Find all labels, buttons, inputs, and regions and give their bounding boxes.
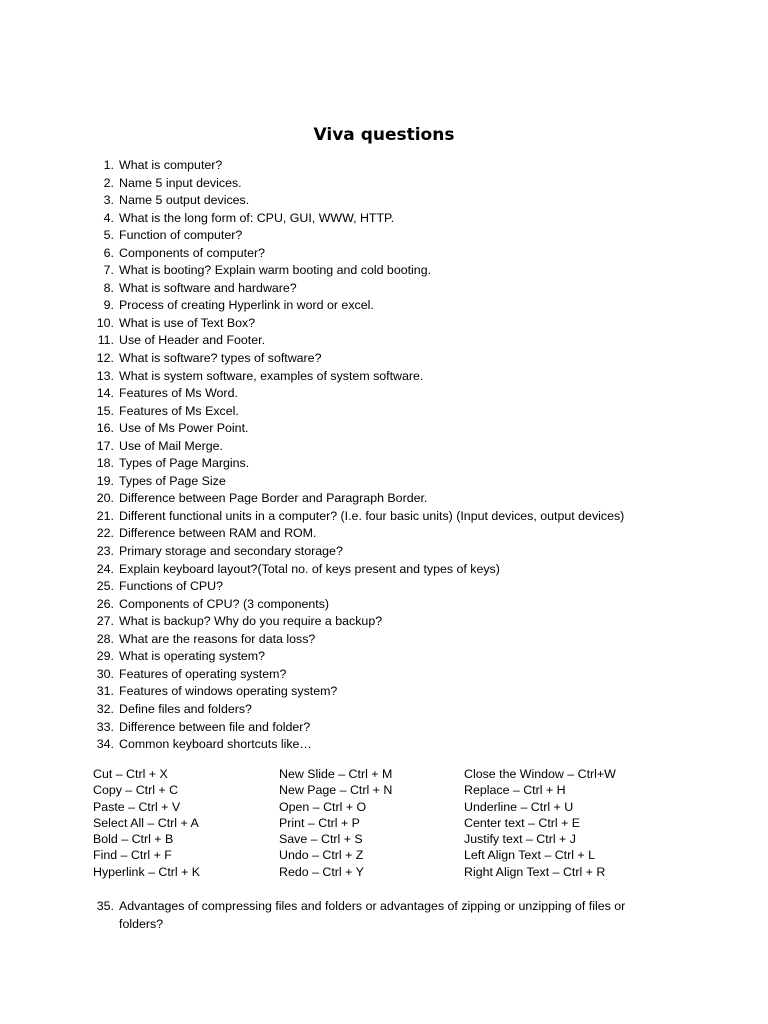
question-number: 20. <box>96 491 114 506</box>
question-number: 7. <box>103 263 114 278</box>
question-text: Name 5 output devices. <box>119 193 250 208</box>
shortcut-item: New Page – Ctrl + N <box>279 783 393 798</box>
question-number: 14. <box>96 386 114 401</box>
question-number: 29. <box>96 649 114 664</box>
shortcut-item: Print – Ctrl + P <box>279 815 360 830</box>
question-item <box>92 157 692 175</box>
question-item <box>92 368 692 386</box>
question-item-35 <box>92 897 672 933</box>
shortcut-item: Right Align Text – Ctrl + R <box>464 864 606 879</box>
question-item <box>92 332 692 350</box>
question-text: Features of operating system? <box>119 666 287 681</box>
shortcut-item: Left Align Text – Ctrl + L <box>464 848 595 863</box>
question-text: Process of creating Hyperlink in word or excel. <box>119 298 374 313</box>
question-item <box>92 280 692 298</box>
question-item <box>92 438 692 456</box>
question-text: Features of windows operating system? <box>119 684 338 699</box>
question-text: Types of Page Margins. <box>119 456 250 471</box>
question-number: 24. <box>96 561 114 576</box>
question-text: Difference between RAM and ROM. <box>119 526 317 541</box>
question-item <box>92 543 692 561</box>
question-text: Difference between file and folder? <box>119 719 311 734</box>
question-text: What is the long form of: CPU, GUI, WWW, HTTP. <box>119 210 395 225</box>
question-text: What is use of Text Box? <box>119 315 256 330</box>
question-number: 16. <box>96 421 114 436</box>
question-number: 15. <box>96 403 114 418</box>
question-item <box>92 315 692 333</box>
shortcut-item: Justify text – Ctrl + J <box>464 832 576 847</box>
question-number: 8. <box>103 280 114 295</box>
question-number: 10. <box>96 315 114 330</box>
page-title: Viva questions <box>313 125 455 145</box>
question-item <box>92 508 692 526</box>
question-text: What is backup? Why do you require a backup? <box>119 614 383 629</box>
question-text: Define files and folders? <box>119 701 252 716</box>
shortcut-item: Undo – Ctrl + Z <box>279 848 364 863</box>
question-number: 32. <box>96 701 114 716</box>
question-text: Use of Mail Merge. <box>119 438 223 453</box>
question-item <box>92 297 692 315</box>
question-text: What is booting? Explain warm booting and cold booting. <box>119 263 432 278</box>
question-number: 4. <box>103 210 114 225</box>
question-item <box>92 420 692 438</box>
question-item <box>92 490 692 508</box>
question-number: 30. <box>96 666 114 681</box>
question-item <box>92 245 692 263</box>
question-number: 34. <box>96 737 114 752</box>
question-text: Advantages of compressing files and folders or advantages of zipping or unzipping of files or folders? <box>119 899 626 931</box>
question-number: 2. <box>103 175 114 190</box>
question-item <box>92 350 692 368</box>
shortcut-item: Save – Ctrl + S <box>279 832 363 847</box>
shortcut-item: Select All – Ctrl + A <box>93 815 199 830</box>
shortcut-item: New Slide – Ctrl + M <box>279 767 393 781</box>
question-item <box>92 473 692 491</box>
question-text: What are the reasons for data loss? <box>119 631 316 646</box>
shortcut-item: Underline – Ctrl + U <box>464 799 574 814</box>
question-number: 11. <box>97 333 114 348</box>
question-item <box>92 578 692 596</box>
question-item <box>92 719 692 737</box>
shortcut-item: Open – Ctrl + O <box>279 799 367 814</box>
question-text: Difference between Page Border and Paragraph Border. <box>119 491 428 506</box>
question-number: 5. <box>103 228 114 243</box>
question-number: 28. <box>96 631 114 646</box>
question-number: 31. <box>96 684 114 699</box>
question-item <box>92 631 692 649</box>
question-text: Function of computer? <box>119 228 243 243</box>
question-item <box>92 175 692 193</box>
question-text: Features of Ms Word. <box>119 386 238 401</box>
shortcut-item: Cut – Ctrl + X <box>93 767 168 781</box>
question-number: 12. <box>96 351 114 366</box>
question-number: 19. <box>96 473 114 488</box>
question-text: Functions of CPU? <box>119 579 223 594</box>
shortcut-item: Replace – Ctrl + H <box>464 783 566 798</box>
question-item <box>92 736 692 754</box>
question-text: Explain keyboard layout?(Total no. of keys present and types of keys) <box>119 561 500 576</box>
shortcut-item: Bold – Ctrl + B <box>93 832 174 847</box>
question-text: What is system software, examples of system software. <box>119 368 424 383</box>
question-text: What is software? types of software? <box>119 351 322 366</box>
question-item <box>92 648 692 666</box>
question-item <box>92 666 692 684</box>
question-number: 21. <box>96 508 114 523</box>
question-text: What is operating system? <box>119 649 265 664</box>
question-text: Different functional units in a computer? (I.e. four basic units) (Input devices, output devices) <box>119 508 625 523</box>
question-item <box>92 596 692 614</box>
question-number: 25. <box>96 579 114 594</box>
question-number: 23. <box>96 544 114 559</box>
shortcut-item: Redo – Ctrl + Y <box>279 864 364 879</box>
shortcut-item: Hyperlink – Ctrl + K <box>93 864 201 879</box>
question-number: 9. <box>103 298 114 313</box>
shortcuts-table <box>93 766 693 882</box>
question-text: What is software and hardware? <box>119 280 297 295</box>
question-item <box>92 561 692 579</box>
question-number: 27. <box>96 614 114 629</box>
question-text: Primary storage and secondary storage? <box>119 544 343 559</box>
question-item <box>92 385 692 403</box>
shortcuts-column-2 <box>279 766 392 880</box>
shortcut-item: Copy – Ctrl + C <box>93 783 179 798</box>
question-item <box>92 455 692 473</box>
question-item <box>92 262 692 280</box>
question-number: 33. <box>96 719 114 734</box>
question-item <box>92 701 692 719</box>
shortcut-item: Find – Ctrl + F <box>93 848 172 863</box>
question-number: 6. <box>103 245 114 260</box>
question-number: 26. <box>96 596 114 611</box>
question-text: Features of Ms Excel. <box>119 403 239 418</box>
question-text: Use of Header and Footer. <box>119 333 266 348</box>
question-number: 3. <box>103 193 114 208</box>
question-number: 13. <box>96 368 114 383</box>
question-text: Components of CPU? (3 components) <box>119 596 330 611</box>
question-text: Use of Ms Power Point. <box>119 421 249 436</box>
question-item <box>92 403 692 421</box>
question-number: 18. <box>96 456 114 471</box>
shortcut-item: Paste – Ctrl + V <box>93 799 181 814</box>
shortcut-item: Close the Window – Ctrl+W <box>464 767 616 781</box>
question-item <box>92 613 692 631</box>
question-list <box>92 157 692 754</box>
question-text: What is computer? <box>119 158 223 172</box>
shortcuts-column-1 <box>93 766 200 880</box>
question-number: 17. <box>96 438 114 453</box>
question-item <box>92 683 692 701</box>
question-text: Components of computer? <box>119 245 266 260</box>
question-item <box>92 525 692 543</box>
question-text: Types of Page Size <box>119 473 226 488</box>
question-item <box>92 227 692 245</box>
question-number: 1. <box>103 158 114 172</box>
question-item <box>92 210 692 228</box>
question-text: Name 5 input devices. <box>119 175 242 190</box>
shortcut-item: Center text – Ctrl + E <box>464 815 581 830</box>
shortcuts-column-3 <box>464 766 616 880</box>
question-item <box>92 192 692 210</box>
question-number: 22. <box>96 526 114 541</box>
question-number: 35. <box>96 899 114 913</box>
question-text: Common keyboard shortcuts like… <box>119 737 312 752</box>
